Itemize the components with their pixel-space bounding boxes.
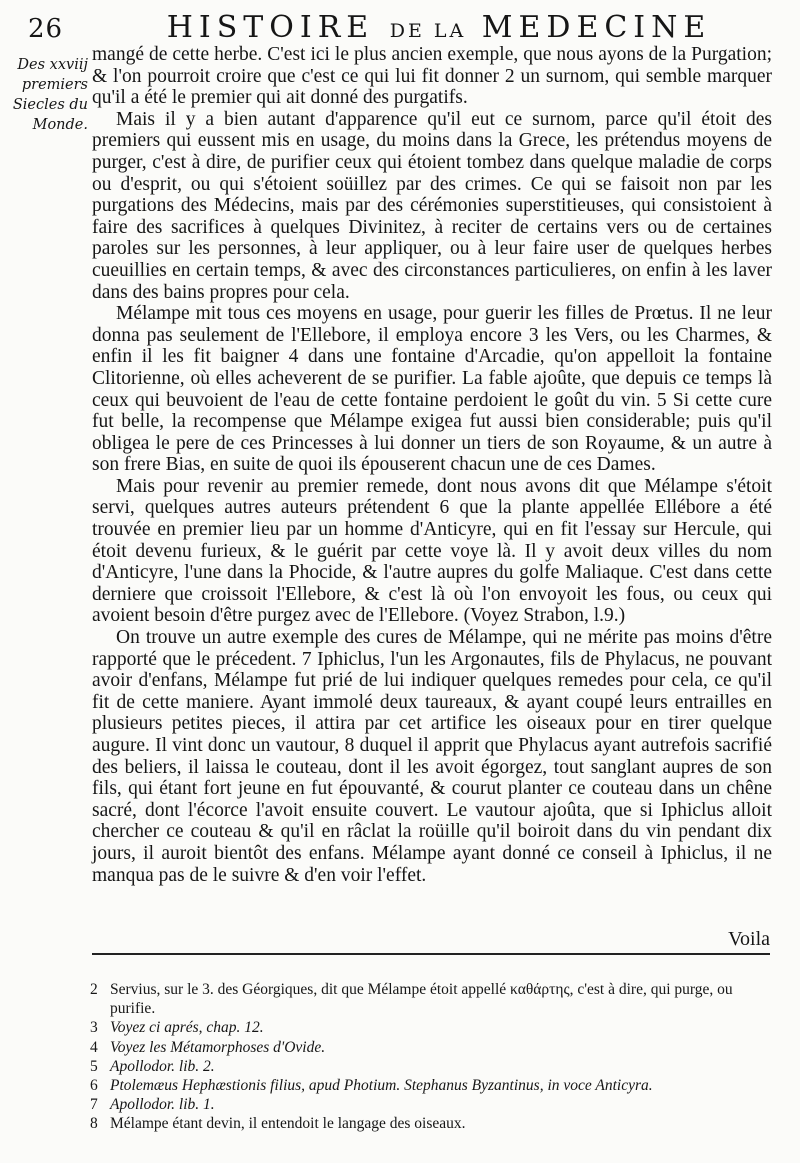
margin-note: Des xxviij premiers Siecles du Monde. xyxy=(12,57,88,133)
footnote-number: 4 xyxy=(90,1038,98,1056)
paragraph: mangé de cette herbe. C'est ici le plus ancien exemple, que nous ayons de la Purgation; & l'on pourroit croire que c'est ce qui lui fit donner 2 un surnom, qui semble marquer qu'il a été le premier qui ait donné des purgatifs. xyxy=(92,44,772,109)
running-title-part2: DE LA xyxy=(389,20,467,42)
footnote-text: Mélampe étant devin, il entendoit le langage des oiseaux. xyxy=(110,1115,466,1133)
paragraph: Mélampe mit tous ces moyens en usage, pour guerir les filles de Prœtus. Il ne leur donna pas seulement de l'Ellebore, il employa encore 3 les Vers, ou les Charmes, & enfin il les fit baigner 4 dans une fontaine d'Arcadie, qu'on appelloit la fontaine Clitorienne, où elles acheverent de se purifier. La fable ajoûte, que depuis ce temps là ceux qui beuvoient de l'eau de cette fontaine perdoient le goût du vin. 5 Si cette cure fut belle, la recompense que Mélampe exigea fut aussi bien considerable; puis qu'il obligea le pere de ces Princesses à lui donner un tiers de son Royaume, & un autre à son frere Bias, en suite de quoi ils épouserent chacun une de ces Dames. xyxy=(92,303,772,476)
catchword: Voila xyxy=(728,928,770,950)
page-number: 26 xyxy=(28,14,64,44)
running-title xyxy=(88,10,790,45)
footnote-number: 2 xyxy=(90,981,98,998)
paragraph: Mais pour revenir au premier remede, dont nous avons dit que Mélampe s'étoit servi, quelques autres auteurs prétendent 6 que la plante appellée Ellébore a été trouvée en premier lieu par un homme d'Anticyre, qui en fit l'essay sur Hercule, qui étoit devenu furieux, & le guérit par cette voye là. Il y avoit deux villes du nom d'Anticyre, l'une dans la Phocide, & l'autre aupres du golfe Maliaque. C'est dans cette derniere que croissoit l'Ellebore, & c'est là où l'on envoyoit les fous, ou ceux qui avoient besoin d'être purgez avec de l'Ellebore. (Voyez Strabon, l.9.) xyxy=(92,475,772,627)
footnote-item xyxy=(90,1038,780,1057)
paragraph: Mais il y a bien autant d'apparence qu'il eut ce surnom, parce qu'il étoit des premiers qui eussent mis en usage, du moins dans la Grece, les prétendus moyens de purger, c'est à dire, de purifier ceux qui étoient tombez dans quelque maladie de corps ou d'esprit, ou qui s'étoient soüillez par des crimes. Ce qui se faisoit non par les purgations des Médecins, mais par des cérémonies superstitieuses, qui consistoient à faire des sacrifices à quelques Divinitez, à reciter de certains vers ou de certaines paroles sur les personnes, à leur appliquer, ou à leur faire user de quelques herbes cueuillies en certain temps, & avec des circonstances particulieres, on enfin à les laver dans des bains propres pour cela. xyxy=(92,108,772,303)
footnote-item xyxy=(90,1076,780,1095)
footnote-divider xyxy=(92,953,770,955)
footnote-number: 7 xyxy=(90,1096,98,1114)
footnotes xyxy=(90,980,780,1134)
footnote-number: 5 xyxy=(90,1057,98,1075)
page-header xyxy=(0,8,800,48)
footnote-text: Apollodor. lib. 2. xyxy=(110,1057,215,1075)
footnote-item xyxy=(90,1095,780,1114)
footnote-item xyxy=(90,1114,780,1133)
footnote-text: Apollodor. lib. 1. xyxy=(110,1096,215,1114)
running-title-part1: HISTOIRE xyxy=(166,10,375,45)
paragraph: On trouve un autre exemple des cures de Mélampe, qui ne mérite pas moins d'être rapporté que le précedent. 7 Iphiclus, l'un les Argonautes, fils de Phylacus, ne pouvant avoir d'enfans, Mélampe fut prié de lui indiquer quelques remedes pour cela, ce qu'il fit de cette maniere. Ayant immolé deux taureaux, & ayant coupé leurs entrailles en plusieurs petites pieces, il attira par cet artifice les oiseaux pour en tirer quelque augure. Il vint donc un vautour, 8 duquel il apprit que Phylacus ayant autrefois sacrifié des beliers, il laissa le couteau, dont il les avoit égorgez, tout sanglant aupres de son fils, qui étant fort jeune en fut épouvanté, & courut planter ce couteau dans un chêne sacré, dont l'écorce l'avoit ensuite couvert. Le vautour ajoûta, que si Iphiclus alloit chercher ce couteau & qu'il en râclat la roüille qu'il boiroit dans du vin pendant dix jours, il auroit bientôt des enfans. Mélampe ayant donné ce conseil à Iphiclus, il ne manqua pas de le suivre & d'en voir l'effet. xyxy=(92,627,772,886)
footnote-number: 6 xyxy=(90,1077,98,1095)
footnote-text: Voyez ci aprés, chap. 12. xyxy=(110,1019,264,1037)
footnote-text: Voyez les Métamorphoses d'Ovide. xyxy=(110,1038,326,1056)
footnote-text: Ptolemæus Hephæstionis filius, apud Photium. Stephanus Byzantinus, in voce Anticyra. xyxy=(110,1077,653,1095)
footnote-item xyxy=(90,1057,780,1076)
running-title-part3: MEDECINE xyxy=(481,10,712,45)
footnote-item xyxy=(90,1018,780,1037)
footnote-item xyxy=(90,980,780,1018)
footnote-text: Servius, sur le 3. des Géorgiques, dit que Mélampe étoit appellé καθάρτης, c'est à dire, qui purge, ou purifie. xyxy=(110,981,733,1018)
footnote-number: 3 xyxy=(90,1019,98,1037)
footnote-number: 8 xyxy=(90,1115,98,1133)
main-text xyxy=(92,44,772,886)
